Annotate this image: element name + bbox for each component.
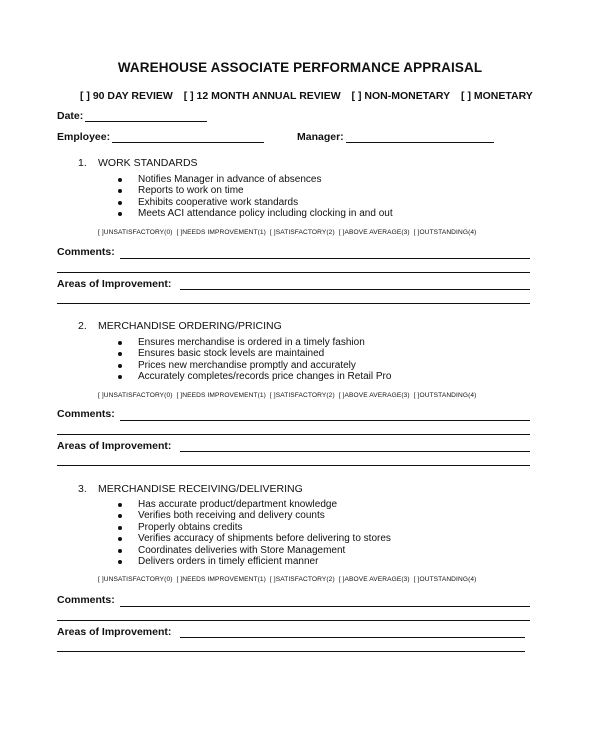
section-3-comments-label: Comments: [57, 594, 115, 606]
section-number: 1. [78, 157, 87, 169]
review-type-monetary[interactable]: [ ] MONETARY [461, 90, 533, 102]
date-label: Date: [57, 110, 84, 122]
rating-above-average[interactable]: [ ]ABOVE AVERAGE(3) [338, 229, 410, 236]
review-type-90-day[interactable]: [ ] 90 DAY REVIEW [80, 90, 173, 102]
section-2-bullets [116, 337, 391, 383]
section-2-title [78, 320, 282, 332]
section-3-improvement-line-1[interactable] [180, 637, 525, 638]
date-field[interactable] [85, 111, 207, 122]
form-title: WAREHOUSE ASSOCIATE PERFORMANCE APPRAISAL [117, 60, 483, 75]
rating-satisfactory[interactable]: [ ]SATISFACTORY(2) [269, 229, 335, 236]
manager-field[interactable] [346, 132, 494, 143]
rating-unsatisfactory[interactable]: [ ]UNSATISFACTORY(0) [98, 576, 173, 583]
section-3-comments-line-2[interactable] [57, 620, 530, 621]
section-1-comments-line-2[interactable] [57, 272, 530, 273]
list-item: Meets ACI attendance policy including clocking in and out [116, 208, 393, 219]
section-1-title [78, 157, 198, 169]
list-item: Notifies Manager in advance of absences [116, 174, 393, 185]
section-2-improvement-label: Areas of Improvement: [57, 440, 172, 452]
list-item: Properly obtains credits [116, 522, 391, 533]
rating-needs-improvement[interactable]: [ ]NEEDS IMPROVEMENT(1) [176, 576, 266, 583]
rating-above-average[interactable]: [ ]ABOVE AVERAGE(3) [338, 576, 410, 583]
list-item: Delivers orders in timely efficient manner [116, 556, 391, 567]
section-2-improvement-line-1[interactable] [180, 451, 530, 452]
list-item: Coordinates deliveries with Store Management [116, 545, 391, 556]
section-3-improvement-line-2[interactable] [57, 651, 525, 652]
employee-field-row [57, 131, 264, 143]
section-1-bullets [116, 174, 393, 220]
rating-unsatisfactory[interactable]: [ ]UNSATISFACTORY(0) [98, 229, 173, 236]
list-item: Prices new merchandise promptly and accurately [116, 360, 391, 371]
section-3-rating-scale [98, 576, 478, 583]
rating-outstanding[interactable]: [ ]OUTSTANDING(4) [413, 229, 477, 236]
list-item: Ensures merchandise is ordered in a timely fashion [116, 337, 391, 348]
employee-label: Employee: [57, 131, 111, 143]
rating-satisfactory[interactable]: [ ]SATISFACTORY(2) [269, 576, 335, 583]
manager-field-row [297, 131, 494, 143]
list-item: Verifies accuracy of shipments before delivering to stores [116, 533, 391, 544]
section-2-comments-label: Comments: [57, 408, 115, 420]
list-item: Accurately completes/records price changes in Retail Pro [116, 371, 391, 382]
section-number: 3. [78, 483, 87, 495]
rating-satisfactory[interactable]: [ ]SATISFACTORY(2) [269, 392, 335, 399]
section-1-comments-line-1[interactable] [120, 258, 530, 259]
rating-outstanding[interactable]: [ ]OUTSTANDING(4) [413, 576, 477, 583]
section-heading: MERCHANDISE ORDERING/PRICING [98, 320, 282, 332]
section-1-comments-label: Comments: [57, 246, 115, 258]
list-item: Ensures basic stock levels are maintained [116, 348, 391, 359]
rating-unsatisfactory[interactable]: [ ]UNSATISFACTORY(0) [98, 392, 173, 399]
list-item: Verifies both receiving and delivery counts [116, 510, 391, 521]
section-number: 2. [78, 320, 87, 332]
rating-outstanding[interactable]: [ ]OUTSTANDING(4) [413, 392, 477, 399]
manager-label: Manager: [297, 131, 344, 143]
review-type-12-month[interactable]: [ ] 12 MONTH ANNUAL REVIEW [183, 90, 341, 102]
section-2-comments-line-1[interactable] [120, 420, 530, 421]
section-2-rating-scale [98, 392, 478, 399]
review-type-non-monetary[interactable]: [ ] NON-MONETARY [351, 90, 451, 102]
section-1-improvement-line-1[interactable] [180, 289, 530, 290]
section-1-rating-scale [98, 229, 478, 236]
section-3-bullets [116, 499, 391, 567]
list-item: Reports to work on time [116, 185, 393, 196]
date-field-row [57, 110, 207, 122]
list-item: Exhibits cooperative work standards [116, 197, 393, 208]
section-1-improvement-label: Areas of Improvement: [57, 278, 172, 290]
section-heading: MERCHANDISE RECEIVING/DELIVERING [98, 483, 303, 495]
rating-needs-improvement[interactable]: [ ]NEEDS IMPROVEMENT(1) [176, 229, 266, 236]
section-3-improvement-label: Areas of Improvement: [57, 626, 172, 638]
rating-needs-improvement[interactable]: [ ]NEEDS IMPROVEMENT(1) [176, 392, 266, 399]
review-type-options [80, 90, 541, 102]
section-1-improvement-line-2[interactable] [57, 303, 530, 304]
section-3-comments-line-1[interactable] [120, 606, 530, 607]
employee-field[interactable] [112, 132, 264, 143]
section-2-comments-line-2[interactable] [57, 434, 530, 435]
list-item: Has accurate product/department knowledge [116, 499, 391, 510]
section-3-title [78, 483, 303, 495]
section-heading: WORK STANDARDS [98, 157, 198, 169]
rating-above-average[interactable]: [ ]ABOVE AVERAGE(3) [338, 392, 410, 399]
section-2-improvement-line-2[interactable] [57, 465, 530, 466]
